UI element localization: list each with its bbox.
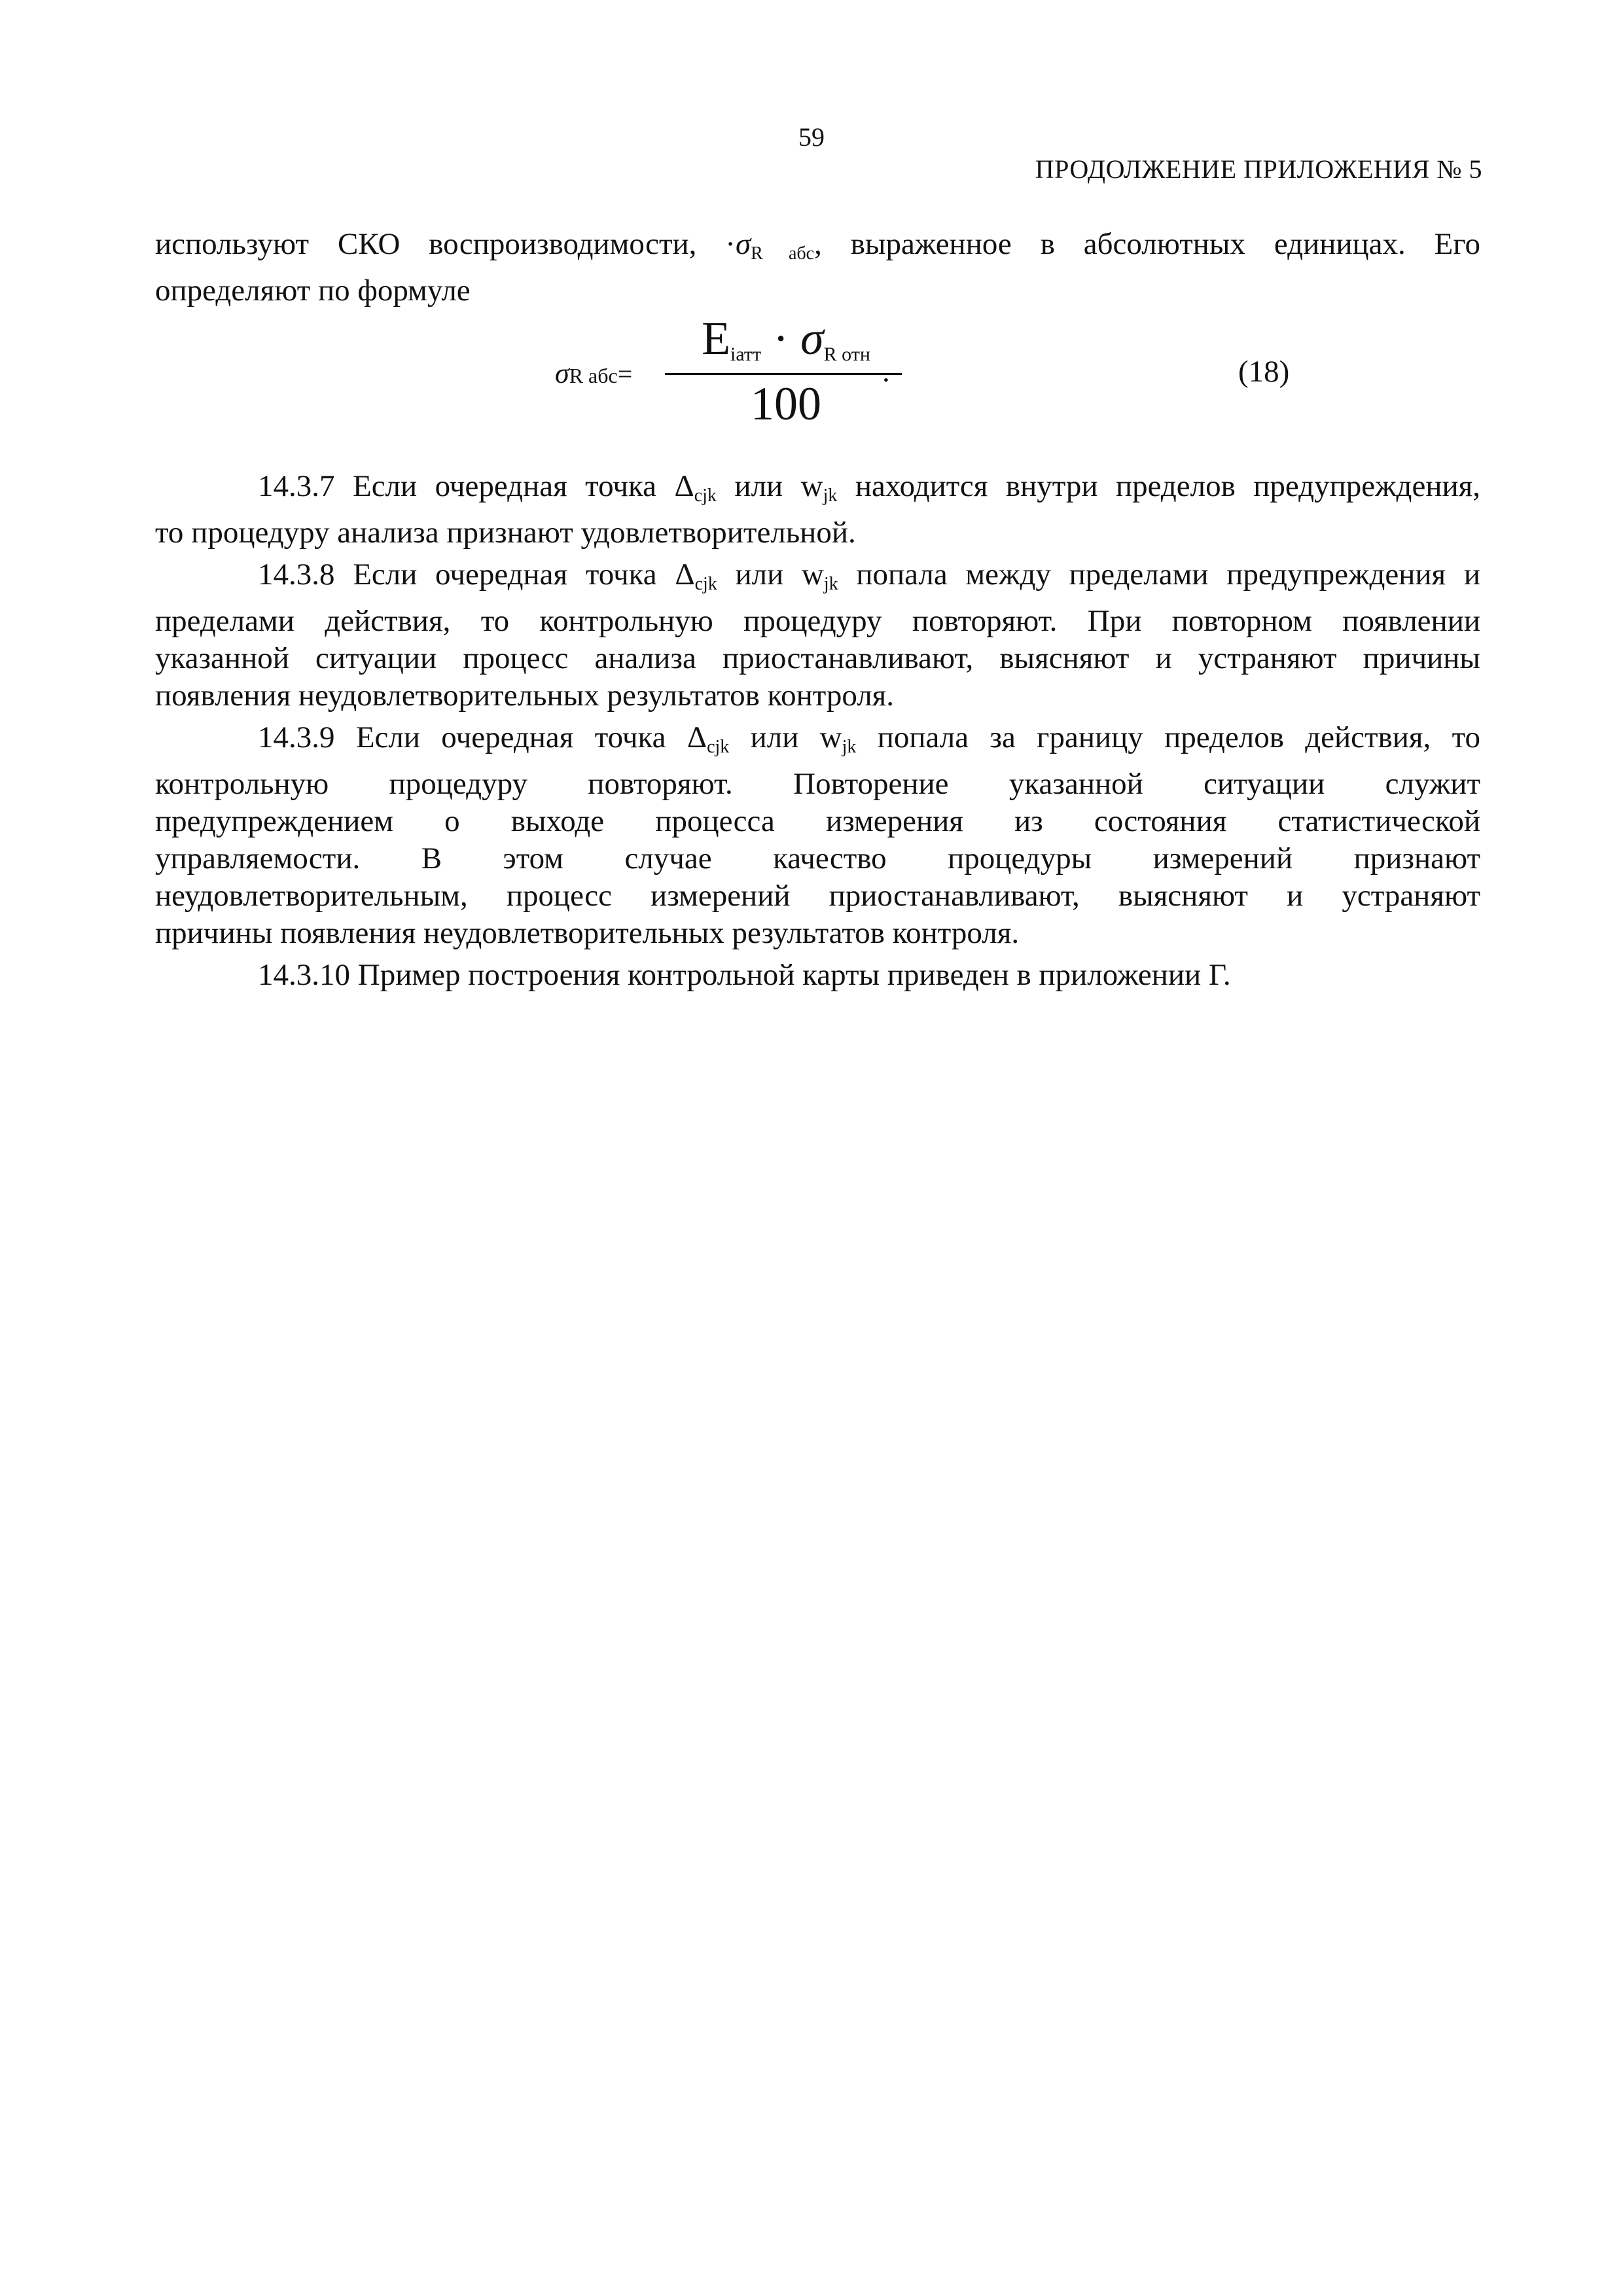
formula-lhs-subscript: R абс xyxy=(569,364,618,387)
numerator-e: E xyxy=(702,312,731,364)
formula-lhs xyxy=(555,358,632,391)
numerator-sigma: σ xyxy=(800,312,824,364)
p8-text-c: или w xyxy=(717,557,824,592)
p8-line-2: пределами действия, то контрольную процедуру повторяют. При повторном появлении xyxy=(155,604,1480,638)
intro-line-2: определяют по формуле xyxy=(155,274,471,308)
p7-line-1 xyxy=(155,468,1480,514)
formula-trailing-dot: . xyxy=(882,355,890,389)
p7-sub-jk: jk xyxy=(823,486,838,506)
paragraph-14-3-9 xyxy=(155,719,1480,952)
p9-sub-jk: jk xyxy=(842,737,857,757)
p9-text-e: попала за границу пределов действия, то xyxy=(856,720,1480,754)
equation-number: (18) xyxy=(1238,355,1290,389)
p7-text-a: 14.3.7 Если очередная точка Δ xyxy=(258,469,694,503)
p8-line-1 xyxy=(155,556,1480,603)
numerator-dot: · xyxy=(761,312,801,364)
paragraph-14-3-7 xyxy=(155,468,1480,552)
p8-line-3: указанной ситуации процесс анализа приостанавливают, выясняют и устраняют причины xyxy=(155,641,1480,675)
formula-fraction xyxy=(665,311,907,435)
sigma-symbol: σ xyxy=(735,227,751,261)
p8-sub-jk: jk xyxy=(823,574,838,594)
intro-line-1 xyxy=(155,226,1480,272)
p8-line-4: появления неудовлетворительных результатов контроля. xyxy=(155,679,895,713)
fraction-bar xyxy=(665,373,902,375)
p9-text-c: или w xyxy=(729,720,842,754)
p9-line-5: неудовлетворительным, процесс измерений приостанавливают, выясняют и устраняют xyxy=(155,879,1480,913)
p8-text-a: 14.3.8 Если очередная точка Δ xyxy=(258,557,695,592)
running-header: ПРОДОЛЖЕНИЕ ПРИЛОЖЕНИЯ № 5 xyxy=(1035,154,1482,184)
p8-sub-cjk: cjk xyxy=(694,574,717,594)
p9-line-6: причины появления неудовлетворительных результатов контроля. xyxy=(155,916,1020,950)
formula-numerator xyxy=(665,311,907,382)
paragraphs xyxy=(155,468,1480,998)
p7-text-e: находится внутри пределов предупреждения, xyxy=(837,469,1480,503)
numerator-sigma-subscript: R отн xyxy=(823,344,870,365)
p7-sub-cjk: cjk xyxy=(694,486,717,506)
p9-line-4: управляемости. В этом случае качество процедуры измерений признают xyxy=(155,841,1480,875)
p10-line-1: 14.3.10 Пример построения контрольной карты приведен в приложении Г. xyxy=(258,958,1231,992)
formula-equals: = xyxy=(617,359,633,389)
formula-18 xyxy=(555,311,921,435)
p9-text-a: 14.3.9 Если очередная точка Δ xyxy=(258,720,707,754)
p9-sub-cjk: cjk xyxy=(707,737,730,757)
paragraph-14-3-8 xyxy=(155,556,1480,715)
page-number: 59 xyxy=(798,122,825,152)
formula-denominator: 100 xyxy=(751,378,821,430)
intro-text-before: используют СКО воспроизводимости, · xyxy=(155,227,736,261)
intro-text-after: , выраженное в абсолютных единицах. Его xyxy=(814,227,1480,261)
sigma-subscript: R абс xyxy=(751,243,815,264)
p9-line-2: контрольную процедуру повторяют. Повторение указанной ситуации служит xyxy=(155,767,1480,801)
p7-line-2: то процедуру анализа признают удовлетворительной. xyxy=(155,516,856,550)
formula-lhs-sigma: σ xyxy=(555,357,569,389)
p9-line-3: предупреждением о выходе процесса измерения из состояния статистической xyxy=(155,804,1480,838)
p9-line-1 xyxy=(155,719,1480,766)
p8-text-e: попала между пределами предупреждения и xyxy=(838,557,1481,592)
paragraph-14-3-10 xyxy=(155,957,1480,994)
numerator-e-subscript: iатт xyxy=(730,344,762,365)
p7-text-c: или w xyxy=(716,469,823,503)
intro-paragraph xyxy=(155,226,1480,309)
